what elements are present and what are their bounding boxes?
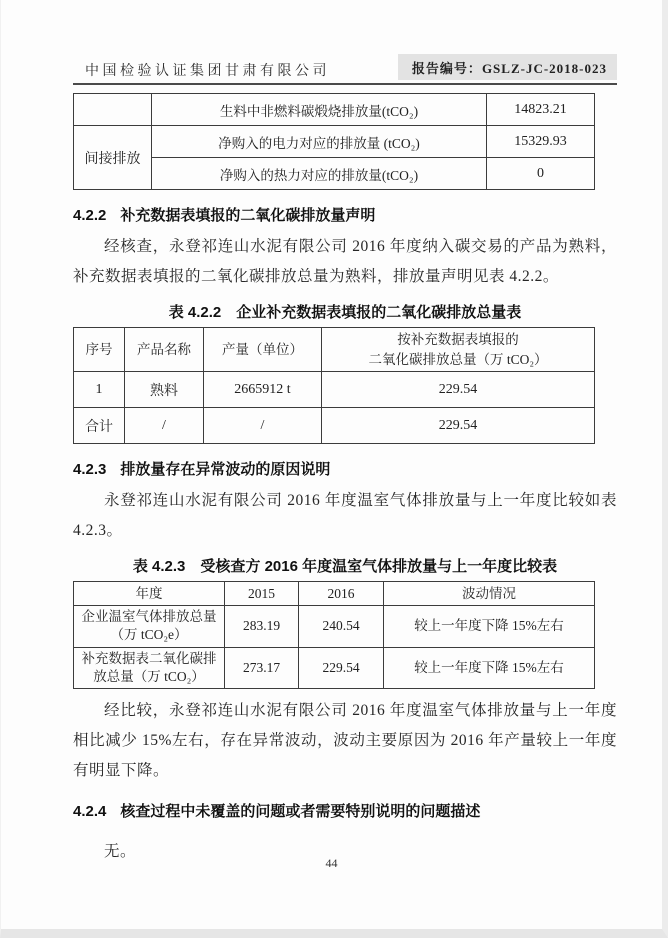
section-4-2-3-paragraph: 永登祁连山水泥有限公司 2016 年度温室气体排放量与上一年度比较如表 4.2.3。 <box>73 492 617 540</box>
column-header: 波动情况 <box>384 582 595 606</box>
column-header-line1: 按补充数据表填报的 <box>397 332 519 347</box>
table-4-2-2-caption: 表 4.2.2 企业补充数据表填报的二氧化碳排放总量表 <box>168 304 522 321</box>
table-4-2-3 <box>73 581 595 689</box>
table-row <box>74 372 595 408</box>
table-row <box>74 158 595 190</box>
item-cell: 净购入的热力对应的排放量(tCO₂) <box>152 158 487 190</box>
header-company-name: 中国检验认证集团甘肃有限公司 <box>85 64 330 79</box>
cell: 273.17 <box>225 647 299 688</box>
column-header: 序号 <box>74 328 125 372</box>
header-report-number <box>398 54 617 80</box>
cell: 229.54 <box>322 408 595 444</box>
table-row <box>74 126 595 158</box>
cell: 1 <box>74 372 125 408</box>
category-cell <box>74 94 152 126</box>
cell: 较上一年度下降 15%左右 <box>384 606 595 647</box>
section-4-2-2-paragraph: 经核查，永登祁连山水泥有限公司 2016 年度纳入碳交易的产品为熟料，补充数据表填报的二氧化碳排放总量为熟料，排放量声明见表 4.2.2。 <box>73 238 617 285</box>
header-rule <box>73 83 617 85</box>
cell: 240.54 <box>299 606 384 647</box>
section-title: 补充数据表填报的二氧化碳排放量声明 <box>120 207 376 224</box>
section-number: 4.2.3 <box>73 461 107 479</box>
cell: / <box>204 408 322 444</box>
table-4-2-3-caption: 表 4.2.3 受核查方 2016 年度温室气体排放量与上一年度比较表 <box>132 558 558 576</box>
cell: 229.54 <box>322 372 595 408</box>
section-heading-4-2-2 <box>73 204 617 225</box>
report-number-value: GSLZ-JC-2018-023 <box>481 61 607 76</box>
cell: 补充数据表二氧化碳排放总量（万 tCO₂） <box>74 647 225 688</box>
emissions-summary-table <box>73 93 595 190</box>
page-number: 44 <box>325 856 338 870</box>
section-4-2-4-paragraph: 无。 <box>104 843 137 860</box>
table-row <box>74 408 595 444</box>
cell: 熟料 <box>125 372 204 408</box>
cell: 229.54 <box>299 647 384 688</box>
table-header-row <box>74 582 595 606</box>
item-cell: 生料中非燃料碳煅烧排放量(tCO₂) <box>152 94 487 126</box>
table-row <box>74 606 595 647</box>
column-header: 产量（单位） <box>204 328 322 372</box>
column-header <box>322 328 595 372</box>
table-row <box>74 94 595 126</box>
section-4-2-3-paragraph-2: 经比较，永登祁连山水泥有限公司 2016 年度温室气体排放量与上一年度相比减少 15%左右，存在异常波动，波动主要原因为 2016 年产量较上一年度有明显下降。 <box>73 702 617 779</box>
column-header-line2: 二氧化碳排放总量（万 tCO₂） <box>368 351 548 367</box>
table-4-2-2 <box>73 327 595 444</box>
table-row <box>74 647 595 688</box>
cell: / <box>125 408 204 444</box>
cell: 283.19 <box>225 606 299 647</box>
section-title: 核查过程中未覆盖的问题或者需要特别说明的问题描述 <box>120 803 481 820</box>
value-cell: 14823.21 <box>487 94 595 126</box>
column-header: 产品名称 <box>125 328 204 372</box>
report-number-label: 报告编号： <box>411 61 482 76</box>
column-header: 2016 <box>299 582 384 606</box>
section-title: 排放量存在异常波动的原因说明 <box>120 461 331 479</box>
cell: 合计 <box>74 408 125 444</box>
section-number: 4.2.4 <box>73 803 107 820</box>
cell: 2665912 t <box>204 372 322 408</box>
table-header-row <box>74 328 595 372</box>
cell: 较上一年度下降 15%左右 <box>384 647 595 688</box>
value-cell: 15329.93 <box>487 126 595 158</box>
section-heading-4-2-3 <box>73 458 617 479</box>
value-cell: 0 <box>487 158 595 190</box>
page-header <box>73 53 617 80</box>
column-header: 年度 <box>74 582 225 606</box>
item-cell: 净购入的电力对应的排放量 (tCO₂) <box>152 126 487 158</box>
section-number: 4.2.2 <box>73 207 107 224</box>
cell: 企业温室气体排放总量（万 tCO₂e） <box>74 606 225 647</box>
section-heading-4-2-4 <box>73 800 617 821</box>
column-header: 2015 <box>225 582 299 606</box>
category-cell: 间接排放 <box>74 126 152 190</box>
